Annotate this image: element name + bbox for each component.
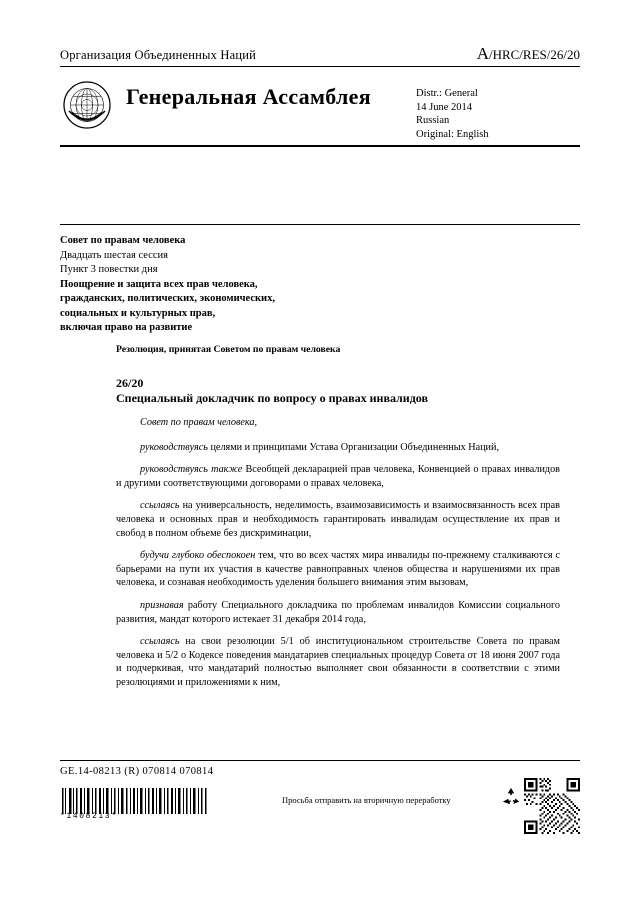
barcode-number: *1408213* [60, 812, 118, 821]
preamble-paragraphs [116, 416, 560, 699]
paragraph-0-lead: Совет по правам человека, [140, 417, 258, 428]
paragraph-5-lead: признавая [140, 599, 184, 611]
un-emblem-icon [62, 80, 112, 130]
masthead [60, 76, 580, 142]
council-agenda-item: Пункт 3 повестки дня [60, 264, 158, 275]
paragraph-3-lead: ссылаясь [140, 500, 180, 512]
document-header [60, 44, 580, 64]
paragraph-6-text: на свои резолюции 5/1 об институциональном строительстве Совета по правам человека и 5/2 о Кодексе поведения мандатариев специальных процедур Совета от 18 июня 2007 года и подчеркивая, что мандатарий полностью выполняет свои обязанности в соответствии с этими резолюциями и приложениями к ним, [116, 636, 560, 688]
paragraph-6-lead: ссылаясь [140, 636, 180, 648]
paragraph-0 [116, 416, 560, 430]
organization-name: Организация Объединенных Наций [60, 48, 257, 62]
footer-divider [60, 760, 580, 761]
agenda-title-line-4: включая право на развитие [60, 322, 193, 333]
paragraph-2 [116, 463, 560, 490]
recycle-icon [500, 786, 522, 808]
paragraph-3 [116, 499, 560, 540]
distribution-info [416, 87, 489, 141]
resolution-number: 26/20 [116, 376, 144, 390]
masthead-divider [60, 145, 580, 147]
agenda-title-line-1: Поощрение и защита всех прав человека, [60, 278, 258, 290]
council-session-block [60, 234, 490, 336]
distr-line-3: Russian [416, 115, 450, 126]
assembly-title: Генеральная Ассамблея [126, 84, 371, 109]
distr-line-4: Original: English [416, 128, 489, 140]
header-divider [60, 66, 580, 67]
paragraph-5 [116, 599, 560, 626]
resolution-title: Специальный докладчик по вопросу о правах инвалидов [116, 391, 428, 405]
paragraph-6 [116, 635, 560, 689]
council-name: Совет по правам человека [60, 235, 186, 246]
council-session: Двадцать шестая сессия [60, 249, 168, 261]
agenda-title-line-2: гражданских, политических, экономических, [60, 293, 275, 304]
barcode [60, 788, 208, 814]
paragraph-4-text: тем, что во всех частях мира инвалиды по-прежнему сталкиваются с барьерами на пути их участия в качестве равноправных членов общества и нарушениями их прав человека, и сознавая необходимость уделения большего внимания этим вызовам, [116, 550, 560, 589]
paragraph-1-lead: руководствуясь [140, 441, 208, 453]
distr-line-2: 14 June 2014 [416, 101, 472, 113]
document-code: GE.14-08213 (R) 070814 070814 [60, 766, 214, 777]
distr-line-1: Distr.: General [416, 88, 478, 99]
agenda-title-line-3: социальных и культурных прав, [60, 307, 216, 319]
body-divider [60, 224, 580, 225]
document-symbol-rest: /HRC/RES/26/20 [488, 47, 580, 62]
paragraph-4 [116, 549, 560, 590]
resolution-adopted-line: Резолюция, принятая Советом по правам человека [116, 344, 341, 355]
paragraph-1 [116, 441, 560, 455]
paragraph-2-text: Всеобщей декларацией прав человека, Конвенцией о правах инвалидов и другими соответствующими договорами о правах человека, [116, 464, 560, 489]
paragraph-1-text: целями и принципами Устава Организации Объединенных Наций, [207, 441, 500, 453]
recycle-text: Просьба отправить на вторичную переработку [282, 795, 451, 805]
document-symbol-prefix: A [476, 44, 489, 63]
qr-code [524, 778, 580, 834]
paragraph-4-lead: будучи глубоко обеспокоен [140, 550, 256, 562]
document-symbol [477, 44, 580, 64]
paragraph-3-text: на универсальность, неделимость, взаимозависимость и взаимосвязанность всех прав человека и основных прав и необходимость гарантировать инвалидам осуществление их прав и свобод в полном объеме без дискриминации, [116, 500, 560, 539]
paragraph-2-lead: руководствуясь также [140, 464, 243, 476]
paragraph-5-text: работу Специального докладчика по проблемам инвалидов Комиссии социального развития, мандат которого истекает 31 декабря 2014 года, [116, 599, 560, 625]
